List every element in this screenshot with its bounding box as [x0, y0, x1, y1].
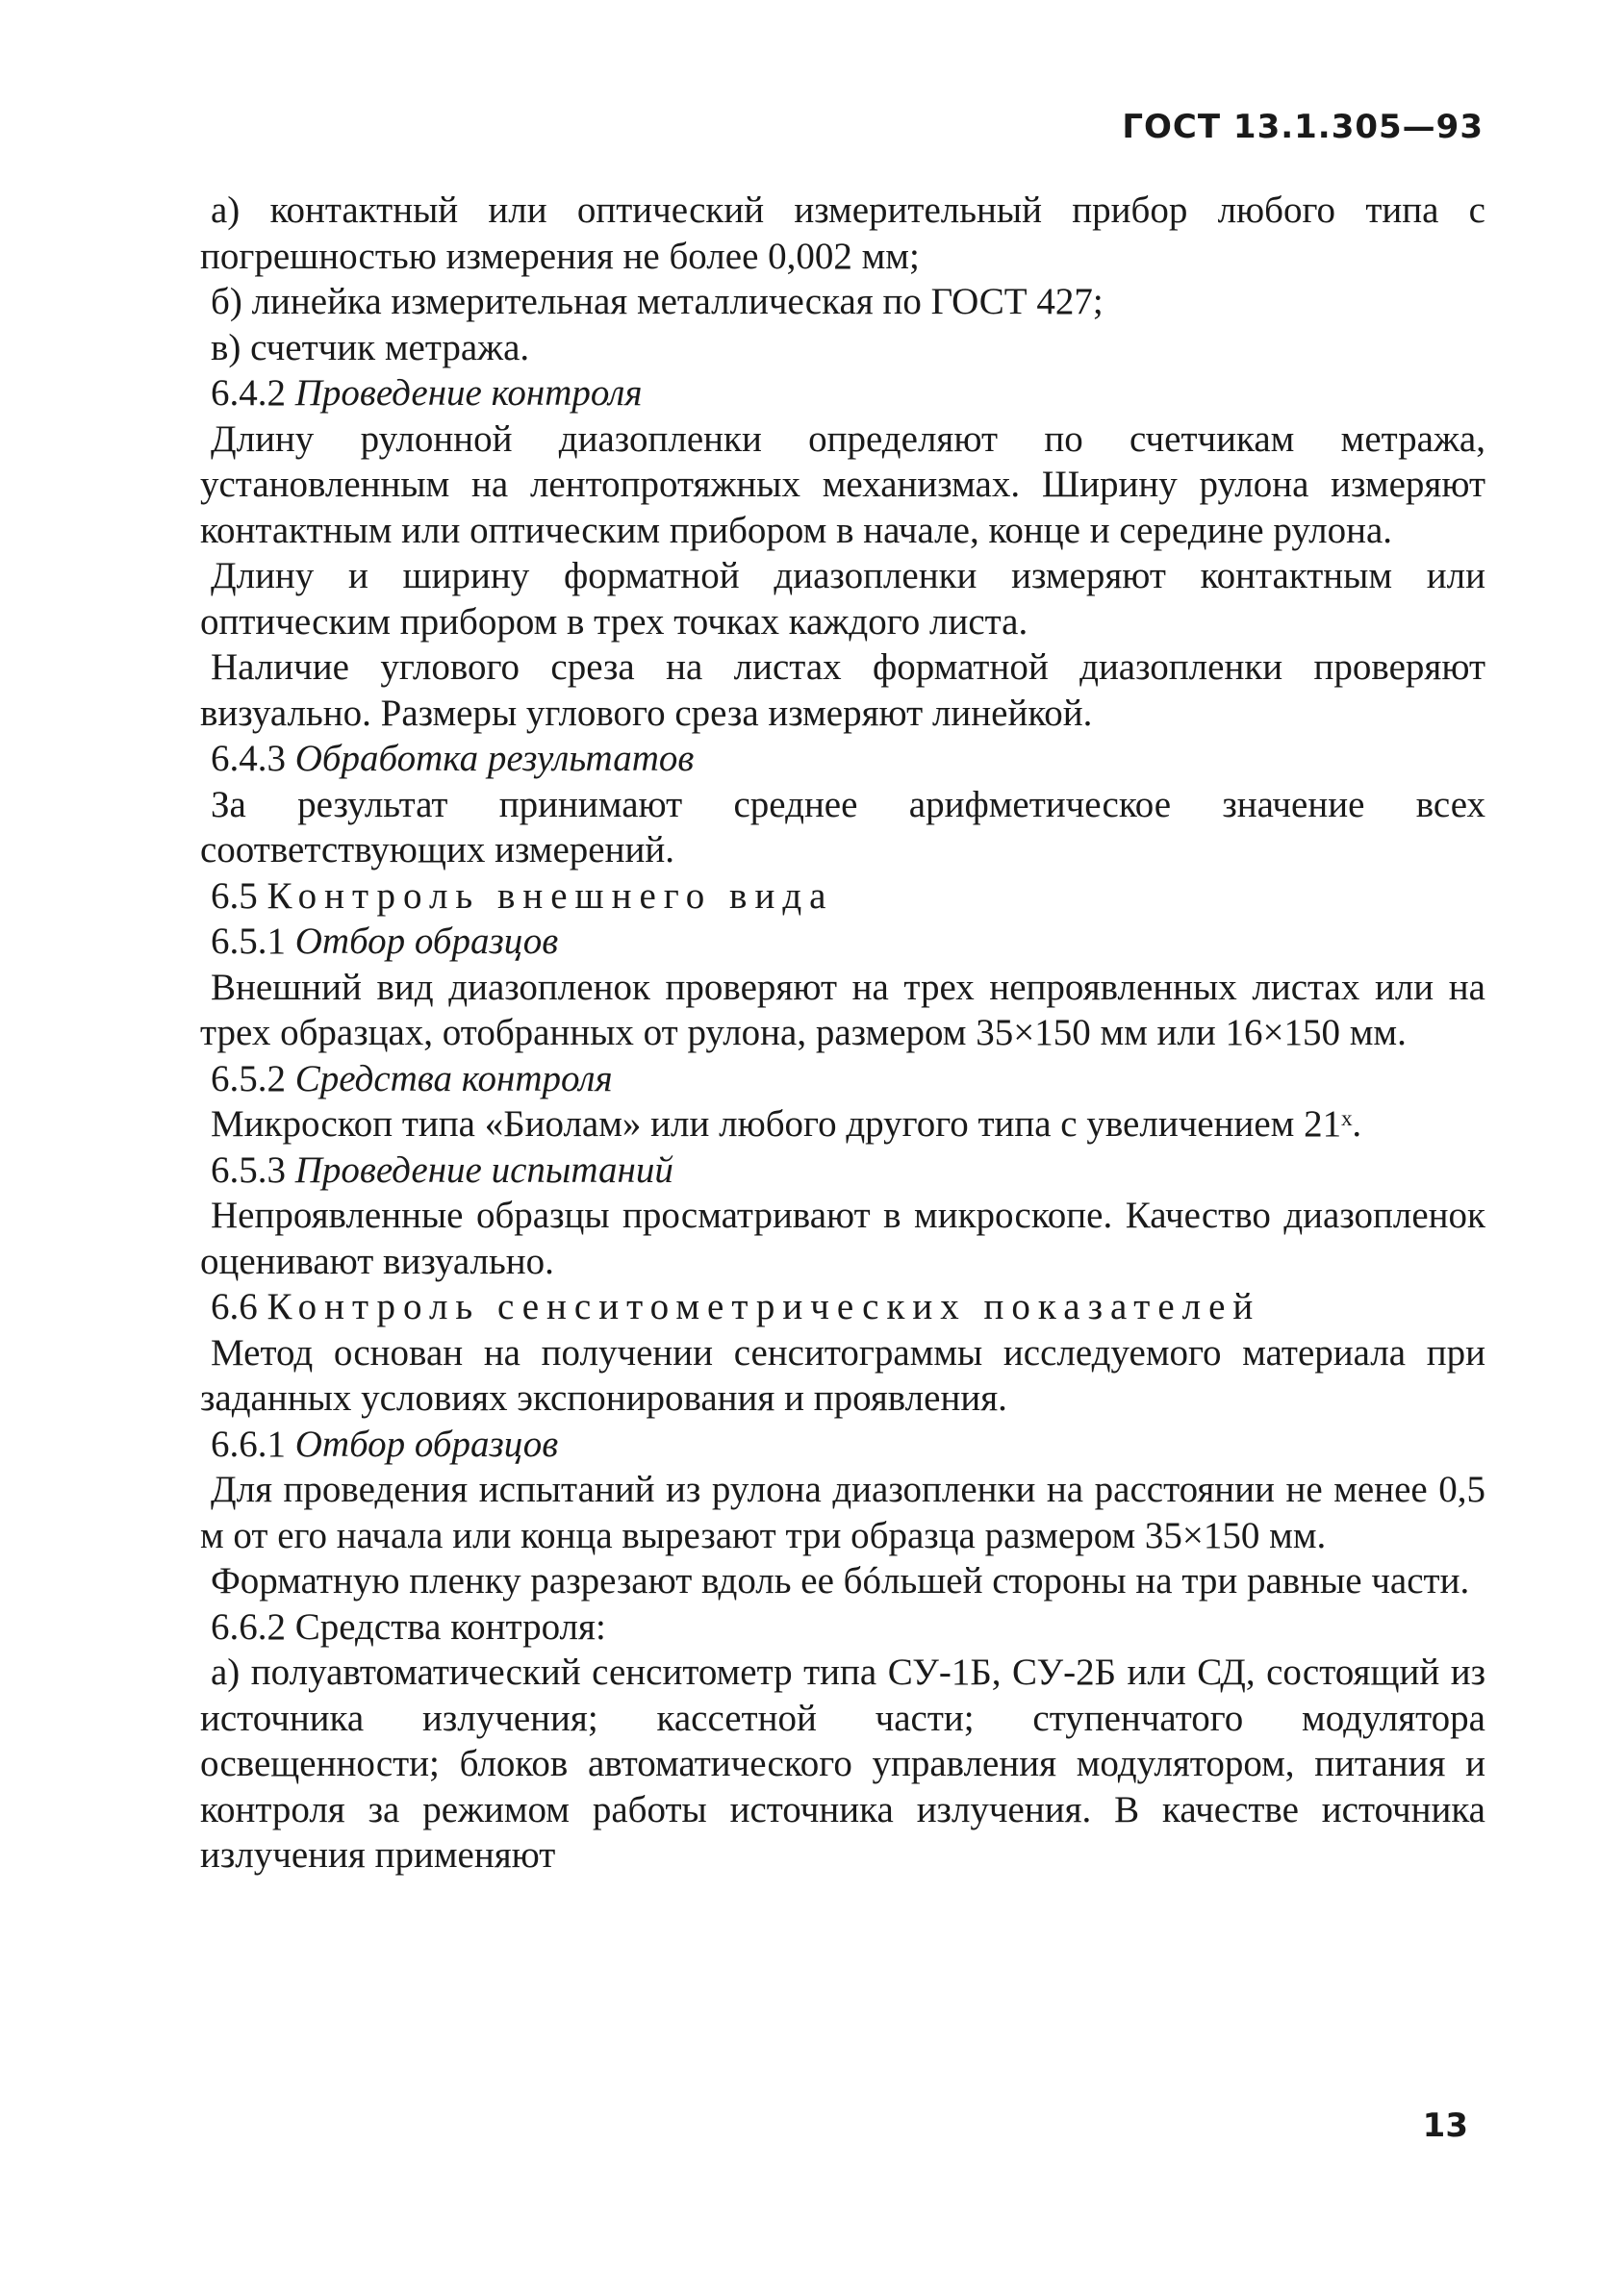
- section-title: Проведение контроля: [294, 372, 643, 414]
- section-heading: [200, 370, 1485, 416]
- paragraph: Форматную пленку разрезают вдоль ее бóльшей стороны на три равные части.: [211, 1560, 1470, 1602]
- section-number: 6.5.1: [211, 921, 286, 962]
- body-text: [200, 188, 1485, 1879]
- section-number: 6.5.3: [211, 1148, 286, 1191]
- paragraph: в) счетчик метража.: [211, 326, 530, 368]
- paragraph: Внешний вид диазопленок проверяют на трех непроявленных листах или на трех образцах, отобранных от рулона, размером 35×150 мм или 16×150 мм.: [200, 966, 1485, 1053]
- section-title: Средства контроля: [294, 1057, 613, 1099]
- paragraph: б) линейка измерительная металлическая по ГОСТ 427;: [211, 281, 1104, 322]
- page-header: ГОСТ 13.1.305—93: [1122, 108, 1484, 146]
- section-number: 6.4.2: [211, 372, 286, 414]
- paragraph: За результат принимают среднее арифметическое значение всех соответствующих измерений.: [200, 783, 1485, 870]
- section-number: 6.5: [211, 874, 258, 917]
- page-number: 13: [1422, 2107, 1468, 2145]
- paragraph: Длину и ширину форматной диазопленки измеряют контактным или оптическим прибором в трех точках каждого листа.: [200, 555, 1485, 643]
- section-heading: [200, 1284, 1485, 1330]
- section-title-spaced: Контроль внешнего вида: [266, 874, 834, 917]
- section-title: Обработка результатов: [294, 738, 695, 779]
- section-number: 6.5.2: [211, 1057, 286, 1099]
- section-title: Проведение испытаний: [294, 1148, 673, 1191]
- paragraph: Наличие углового среза на листах форматной диазопленки проверяют визуально. Размеры углового среза измеряют линейкой.: [200, 646, 1485, 734]
- paragraph: Длину рулонной диазопленки определяют по счетчикам метража, установленным на лентопротяжных механизмах. Ширину рулона измеряют контактным или оптическим прибором в начале, конце и середине рулона.: [200, 417, 1485, 551]
- section-heading: [200, 1056, 1485, 1102]
- paragraph: а) полуавтоматический сенситометр типа СУ-1Б, СУ-2Б или СД, состоящий из источника излучения; кассетной части; ступенчатого модулятора освещенности; блоков автоматического управления модулятором, питания и контроля за режимом работы источника излучения. В качестве источника излучения применяют: [200, 1652, 1485, 1876]
- section-title: Отбор образцов: [294, 1423, 559, 1465]
- paragraph: 6.6.2 Средства контроля:: [211, 1605, 606, 1648]
- section-heading: [200, 1422, 1485, 1468]
- paragraph: Непроявленные образцы просматривают в микроскопе. Качество диазопленок оценивают визуально.: [200, 1195, 1485, 1282]
- section-number: 6.4.3: [211, 738, 286, 779]
- section-heading: [200, 1148, 1485, 1194]
- section-number: 6.6.1: [211, 1423, 286, 1465]
- section-number: 6.6: [211, 1286, 258, 1327]
- section-title: Отбор образцов: [294, 921, 559, 962]
- section-heading: [200, 873, 1485, 920]
- section-heading: [200, 736, 1485, 782]
- paragraph: Микроскоп типа «Биолам» или любого другого типа с увеличением 21ˣ.: [211, 1103, 1362, 1145]
- section-title-spaced: Контроль сенситометрических показателей: [266, 1286, 1261, 1327]
- paragraph: Для проведения испытаний из рулона диазопленки на расстоянии не менее 0,5 м от его начала или конца вырезают три образца размером 35×150 мм.: [200, 1469, 1485, 1556]
- paragraph: а) контактный или оптический измерительный прибор любого типа с погрешностью измерения не более 0,002 мм;: [200, 189, 1485, 277]
- section-heading: [200, 919, 1485, 965]
- paragraph: Метод основан на получении сенситограммы исследуемого материала при заданных условиях экспонирования и проявления.: [200, 1331, 1485, 1419]
